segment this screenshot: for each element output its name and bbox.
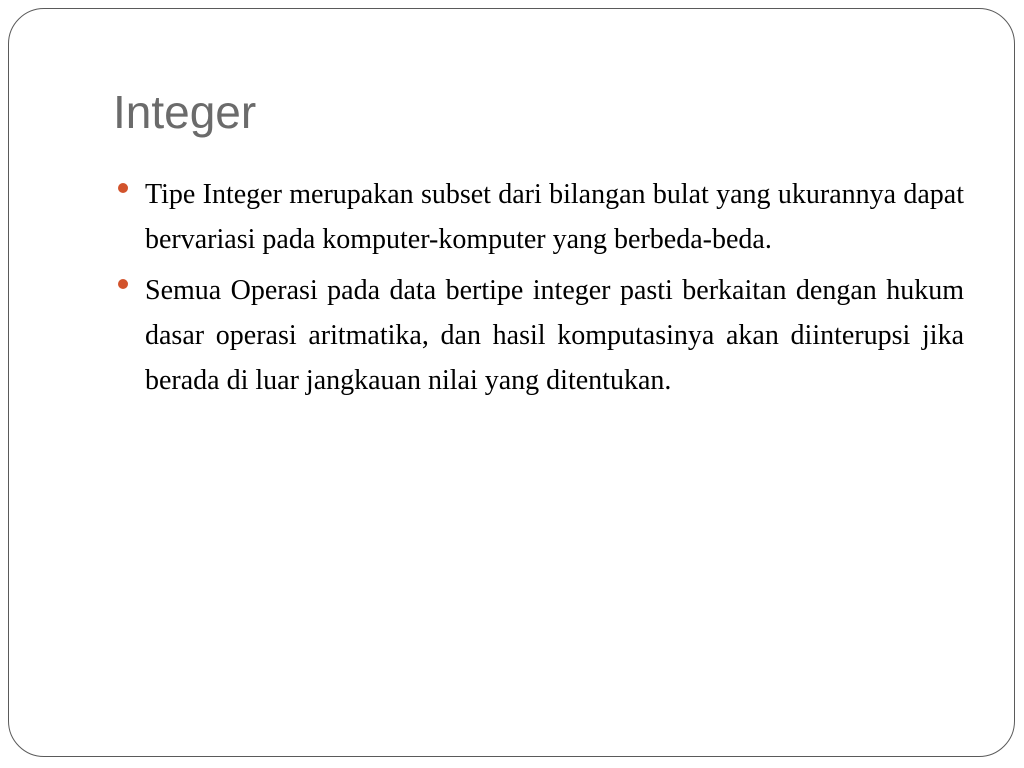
bullet-list: [114, 172, 964, 409]
slide: [8, 8, 1015, 757]
list-item: [114, 172, 964, 262]
bullet-dot-icon: [118, 279, 128, 289]
slide-title: Integer: [113, 86, 257, 138]
bullet-dot-icon: [118, 183, 128, 193]
bullet-text: Tipe Integer merupakan subset dari bilangan bulat yang ukurannya dapat bervariasi pada komputer-komputer yang berbeda-beda.: [145, 179, 964, 255]
list-item: [114, 268, 964, 403]
bullet-text: Semua Operasi pada data bertipe integer pasti berkaitan dengan hukum dasar operasi aritmatika, dan hasil komputasinya akan diinterupsi jika berada di luar jangkauan nilai yang ditentukan.: [145, 275, 964, 396]
